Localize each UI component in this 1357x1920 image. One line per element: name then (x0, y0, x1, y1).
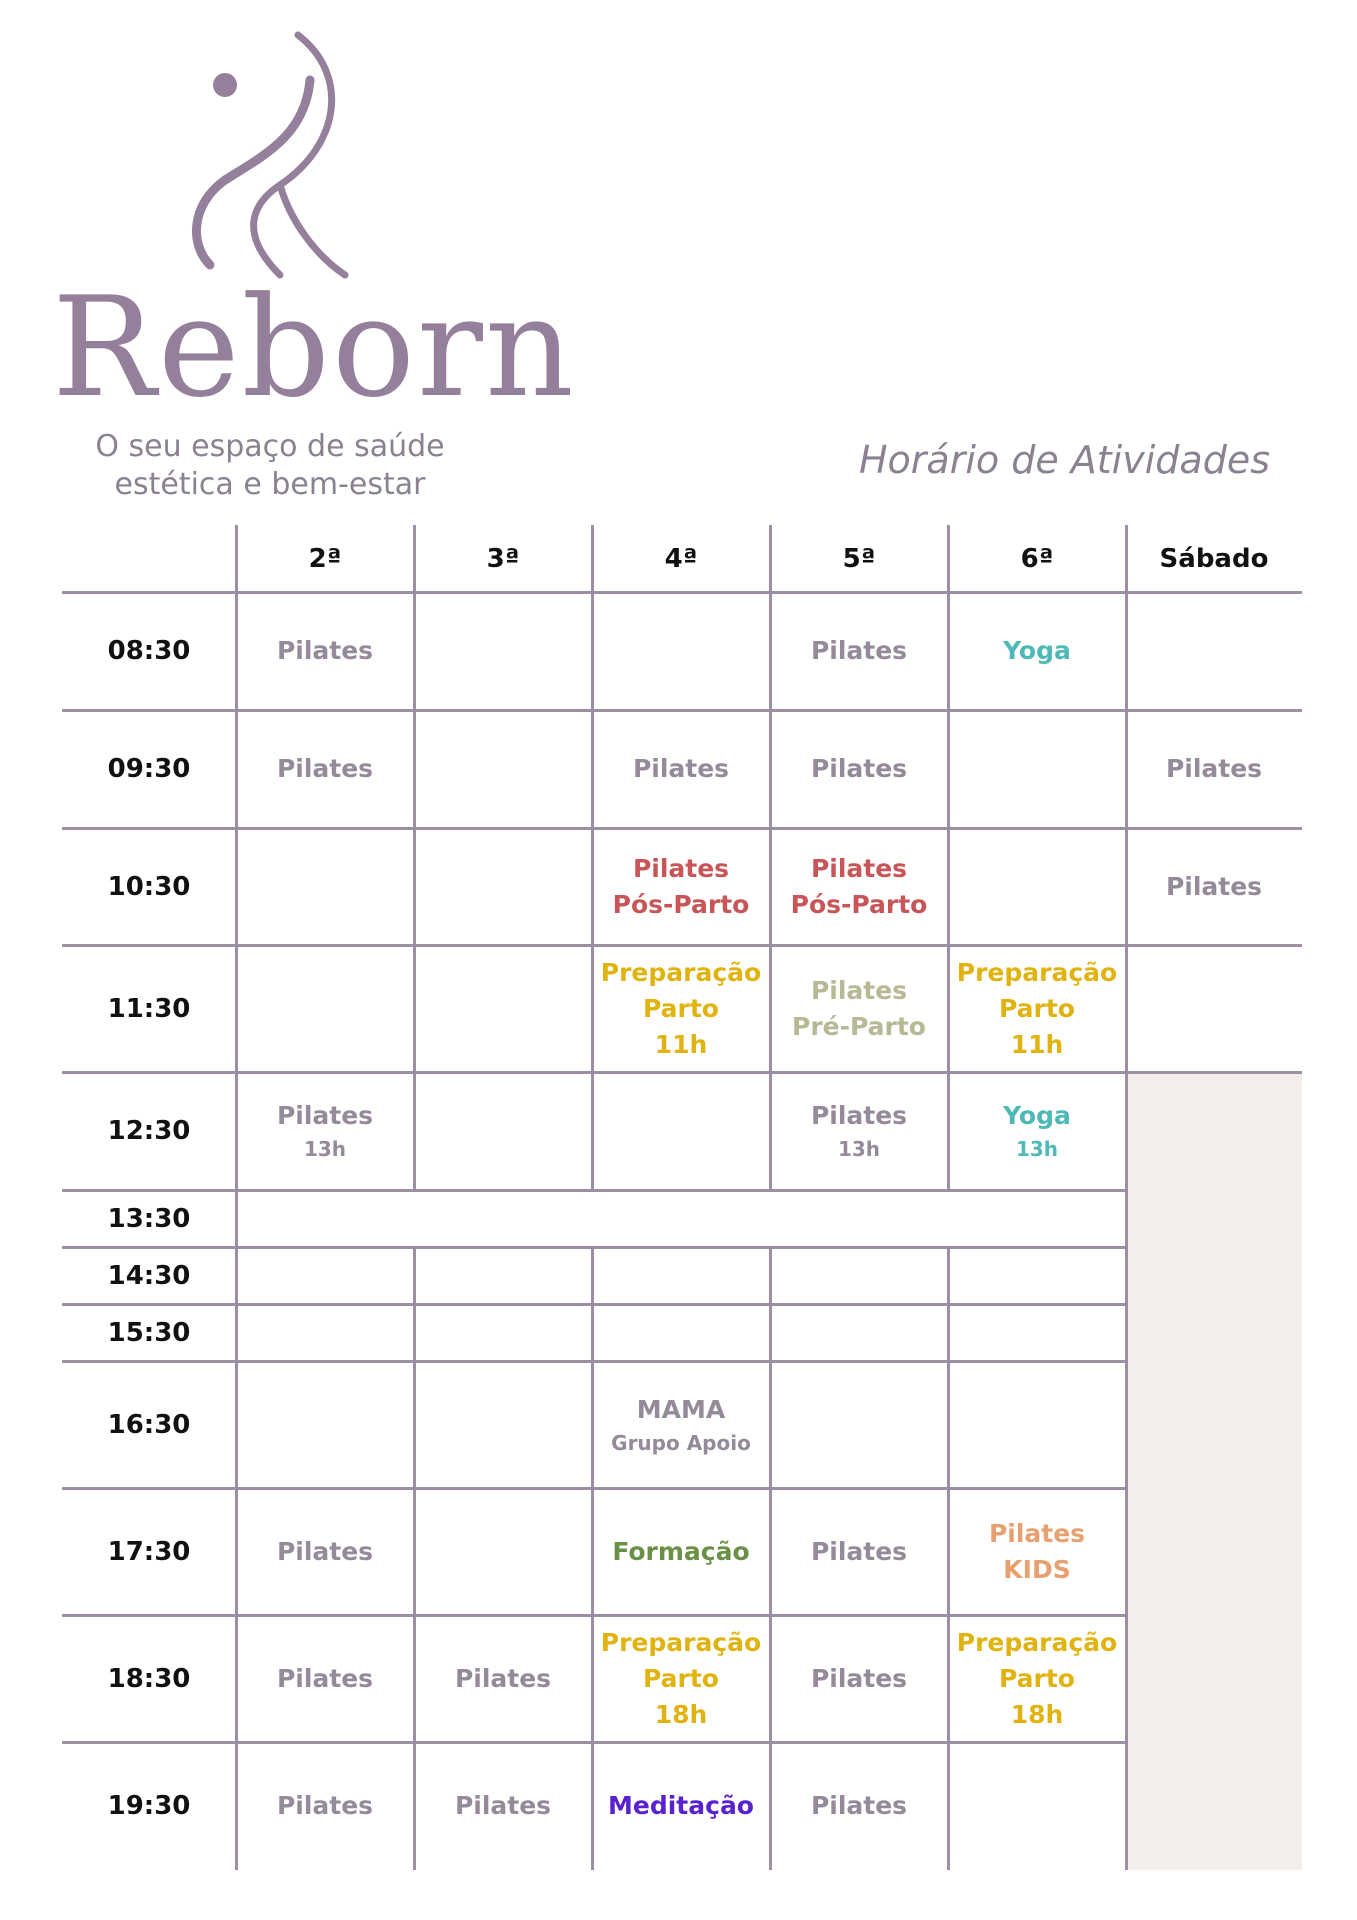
activity-cell (592, 710, 770, 828)
activity-cell (1126, 828, 1302, 945)
activity-name: KIDS (1003, 1554, 1071, 1584)
activity-detail: Grupo Apoio (611, 1430, 751, 1455)
schedule-title: Horário de Atividades (858, 438, 1270, 482)
activity-name: Pilates (276, 1663, 374, 1693)
activity-name: Preparação (956, 1627, 1118, 1657)
activity-name: Pré-Parto (792, 1011, 926, 1041)
activity-name: Parto (999, 993, 1075, 1023)
day-header: 5ª (842, 543, 876, 574)
activity-name: Pilates (276, 754, 374, 783)
time-label: 12:30 (107, 1116, 191, 1146)
activity-cell (592, 1361, 770, 1488)
activity-name: Pilates (810, 853, 908, 883)
activity-name: Pilates (454, 1663, 552, 1693)
activity-cell (770, 945, 948, 1072)
activity-cell (592, 1488, 770, 1615)
activity-cell (236, 1615, 414, 1742)
activity-name: Pilates (810, 975, 908, 1005)
activity-cell (592, 1615, 770, 1742)
activity-name: MAMA (636, 1394, 726, 1424)
activity-cell (236, 592, 414, 710)
activity-name: 11h (1010, 1029, 1064, 1059)
activity-name: Formação (612, 1536, 750, 1566)
time-label: 17:30 (107, 1536, 191, 1567)
brand-name: Reborn (52, 267, 576, 428)
stylized-figure-icon (50, 25, 370, 285)
activity-cell (770, 592, 948, 710)
activity-cell (236, 1488, 414, 1615)
time-label: 18:30 (107, 1663, 191, 1694)
activity-name: Parto (643, 1663, 719, 1693)
activity-cell (414, 1615, 592, 1742)
grid-row-line (1126, 1071, 1302, 1074)
activity-cell (948, 1615, 1126, 1742)
activity-name: Pilates (810, 1791, 908, 1820)
activity-cell (592, 945, 770, 1072)
day-header: 2ª (308, 543, 342, 574)
activity-name: Pilates (810, 754, 908, 783)
day-header: 3ª (486, 543, 520, 574)
activity-name: Pilates (276, 636, 374, 665)
activity-detail: 13h (303, 1137, 347, 1161)
activity-name: Pilates (1165, 871, 1263, 901)
activity-name: Pilates (810, 1663, 908, 1693)
activity-name: Meditação (608, 1791, 754, 1820)
activity-name: Pilates (454, 1791, 552, 1820)
activity-name: Yoga (1003, 636, 1071, 665)
time-label: 16:30 (107, 1409, 191, 1440)
activity-name: Preparação (600, 1627, 762, 1657)
activity-cell (236, 1072, 414, 1190)
activity-name: Preparação (956, 957, 1118, 987)
activity-name: Pilates (276, 1791, 374, 1820)
activity-cell (770, 828, 948, 945)
time-label: 08:30 (107, 636, 191, 666)
activity-cell (770, 710, 948, 828)
activity-name: 11h (654, 1029, 708, 1059)
activity-name: Pilates (988, 1518, 1086, 1548)
time-label: 11:30 (107, 993, 191, 1024)
time-label: 13:30 (107, 1203, 191, 1234)
activity-cell (236, 710, 414, 828)
time-label: 10:30 (107, 871, 191, 902)
activity-name: 18h (1010, 1699, 1064, 1729)
time-label: 09:30 (107, 754, 191, 784)
tagline-line-2: estética e bem-estar (114, 467, 426, 502)
activity-name: Pilates (632, 853, 730, 883)
activity-name: Parto (643, 993, 719, 1023)
activity-name: Pilates (276, 1536, 374, 1566)
activity-name: Pós-Parto (612, 889, 750, 919)
activity-name: Pilates (810, 1101, 908, 1130)
activity-name: Pilates (810, 1536, 908, 1566)
activity-name: Pós-Parto (790, 889, 928, 919)
day-header: 6ª (1020, 543, 1054, 574)
activity-name: Parto (999, 1663, 1075, 1693)
day-header: Sábado (1159, 543, 1269, 574)
activity-cell (592, 828, 770, 945)
tagline-line-1: O seu espaço de saúde (95, 429, 445, 464)
activity-cell (948, 945, 1126, 1072)
activity-cell (948, 1488, 1126, 1615)
saturday-closed-area (1126, 1072, 1302, 1870)
activity-cell (1126, 710, 1302, 828)
time-label: 15:30 (107, 1317, 191, 1348)
activity-name: Preparação (600, 957, 762, 987)
day-header: 4ª (664, 543, 698, 574)
activity-cell (770, 1742, 948, 1870)
activity-cell (592, 1742, 770, 1870)
activity-cell (948, 1072, 1126, 1190)
time-label: 14:30 (107, 1260, 191, 1291)
activity-cell (948, 592, 1126, 710)
activity-cell (236, 1742, 414, 1870)
activity-name: Pilates (1165, 754, 1263, 783)
activity-detail: 13h (1015, 1137, 1059, 1161)
activity-cell (770, 1072, 948, 1190)
activity-name: Pilates (810, 636, 908, 665)
activity-name: 18h (654, 1699, 708, 1729)
activity-name: Pilates (632, 754, 730, 783)
activity-name: Yoga (1003, 1101, 1071, 1130)
activity-cell (770, 1488, 948, 1615)
activity-name: Pilates (276, 1101, 374, 1130)
brand-tagline (70, 428, 470, 504)
activity-detail: 13h (837, 1137, 881, 1161)
activity-cell (770, 1615, 948, 1742)
activity-cell (414, 1742, 592, 1870)
time-label: 19:30 (107, 1791, 191, 1821)
